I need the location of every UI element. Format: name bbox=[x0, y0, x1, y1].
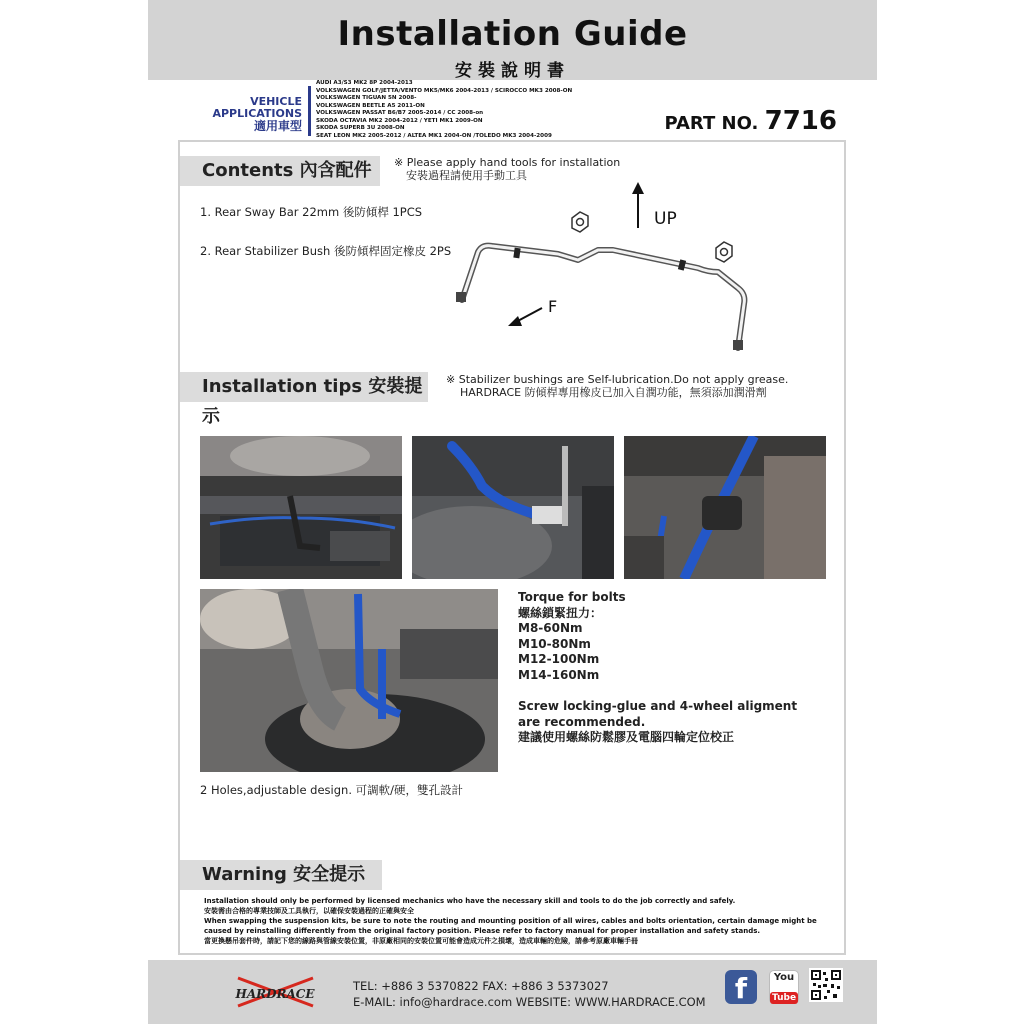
part-number bbox=[664, 106, 837, 136]
torque-value: M12-100Nm bbox=[518, 652, 600, 666]
recommendation-zh: 建議使用螺絲防鬆膠及電腦四輪定位校正 bbox=[518, 730, 735, 744]
torque-specs bbox=[518, 590, 626, 683]
sway-bar bbox=[456, 246, 744, 350]
email-website: E-MAIL: info@hardrace.com WEBSITE: WWW.HARDRACE.COM bbox=[353, 995, 706, 1009]
warning-text bbox=[204, 896, 829, 946]
contents-item: 2. Rear Stabilizer Bush 後防傾桿固定橡皮 2PS bbox=[200, 244, 452, 258]
holes-caption: 2 Holes,adjustable design. 可調軟/硬，雙孔設計 bbox=[200, 783, 464, 797]
youtube-tube-text: Tube bbox=[772, 993, 797, 1003]
contact-info bbox=[353, 978, 706, 1010]
tips-heading: Installation tips 安裝提示 bbox=[180, 372, 428, 402]
vehicle-model: SKODA SUPERB 3U 2008-ON bbox=[316, 125, 405, 131]
contents-heading: Contents 內含配件 bbox=[180, 156, 380, 186]
page-footer bbox=[148, 960, 877, 1024]
warning-line: When swapping the suspension kits, be sure to note the routing and mounting position of all wires, cables and bolts orientation, certain damage might be bbox=[204, 917, 817, 925]
part-number-value: 7716 bbox=[764, 106, 837, 136]
installation-guide-page bbox=[148, 0, 877, 1024]
brand-name: HARDRACE bbox=[235, 987, 315, 1001]
vehicle-model-list bbox=[316, 80, 572, 140]
stabilizer-bush-icon bbox=[572, 212, 588, 232]
warning-line: 當更換懸吊套件時，請記下您的線路與管線安裝位置，非原廠相同的安裝位置可能會造成元件之損壞，造成車輛的危險，請參考原廠車輛手冊 bbox=[204, 937, 638, 945]
torque-value: M14-160Nm bbox=[518, 667, 600, 682]
recommendation-en: Screw locking-glue and 4-wheel aligment are recommended. bbox=[518, 699, 798, 729]
underbody-photo bbox=[200, 436, 402, 579]
vehicle-model: AUDI A3/S3 MK2 8P 2004-2013 bbox=[316, 80, 413, 86]
part-number-label: PART NO. bbox=[664, 113, 759, 134]
forward-label: F bbox=[548, 297, 558, 316]
contents-note-zh: 安裝過程請使用手動工具 bbox=[406, 169, 527, 182]
sway-bar-diagram bbox=[438, 180, 768, 365]
torque-title: Torque for bolts bbox=[518, 590, 626, 604]
vehicle-model: SKODA OCTAVIA MK2 2004-2012 / YETI MK1 2009-ON bbox=[316, 117, 483, 124]
contents-item: 1. Rear Sway Bar 22mm 後防傾桿 1PCS bbox=[200, 205, 423, 219]
contents-note-en: ※ Please apply hand tools for installation bbox=[394, 156, 621, 169]
hardrace-logo bbox=[218, 974, 333, 1010]
tips-note bbox=[446, 373, 788, 399]
recommendation-note bbox=[518, 699, 808, 746]
youtube-you-text: You bbox=[773, 972, 795, 983]
tel-fax: TEL: +886 3 5370822 FAX: +886 3 5373027 bbox=[353, 979, 609, 993]
rear-suspension-photo bbox=[200, 589, 498, 772]
sway-bar-link-photo bbox=[412, 436, 614, 579]
torque-title-zh: 螺絲鎖緊扭力： bbox=[518, 605, 603, 620]
bushing-photo bbox=[624, 436, 826, 579]
contents-note bbox=[394, 156, 620, 182]
torque-value: M8-60Nm bbox=[518, 621, 583, 635]
vehicle-applications-label-en: VEHICLE APPLICATIONS bbox=[212, 95, 302, 120]
tips-note-en: ※ Stabilizer bushings are Self-lubrication.Do not apply grease. bbox=[446, 373, 789, 386]
vehicle-model: VOLKSWAGEN GOLF/JETTA/VENTO MK5/MK6 2004-2013 / SCIROCCO MK3 2008-ON bbox=[316, 87, 573, 94]
vehicle-applications-divider bbox=[308, 86, 311, 136]
warning-line: caused by reinstalling differently from the original factory position. Please refer to factory manual for proper installation and safety stands. bbox=[204, 927, 761, 935]
tips-note-zh: HARDRACE 防傾桿專用橡皮已加入自潤功能，無須添加潤滑劑 bbox=[460, 386, 767, 399]
vehicle-model: VOLKSWAGEN PASSAT B6/B7 2005-2014 / CC 2008-on bbox=[316, 110, 484, 116]
warning-line: Installation should only be performed by licensed mechanics who have the necessary skill and tools to do the job correctly and safely. bbox=[204, 897, 736, 905]
page-title: Installation Guide bbox=[337, 14, 688, 54]
vehicle-model: SEAT LEON MK2 2005-2012 / ALTEA MK1 2004-ON /TOLEDO MK3 2004-2009 bbox=[316, 132, 552, 139]
warning-heading: Warning 安全提示 bbox=[180, 860, 382, 890]
up-arrow-icon bbox=[632, 182, 644, 228]
vehicle-applications-label bbox=[178, 96, 302, 132]
warning-line: 安裝需由合格的專業技師及工具執行，以確保安裝過程的正確與安全 bbox=[204, 907, 414, 915]
torque-value: M10-80Nm bbox=[518, 636, 591, 651]
facebook-icon[interactable]: f bbox=[725, 970, 757, 1004]
vehicle-model: VOLKSWAGEN BEETLE A5 2011-ON bbox=[316, 102, 425, 109]
stabilizer-bush-icon bbox=[716, 242, 732, 262]
vehicle-applications-label-zh: 適用車型 bbox=[253, 119, 302, 133]
youtube-icon[interactable] bbox=[769, 970, 799, 1004]
qr-code-icon[interactable] bbox=[809, 968, 843, 1002]
page-header bbox=[148, 0, 877, 80]
up-label: UP bbox=[654, 209, 677, 229]
page-subtitle: 安裝說明書 bbox=[455, 61, 570, 81]
vehicle-model: VOLKSWAGEN TIGUAN 5N 2008- bbox=[316, 95, 417, 101]
